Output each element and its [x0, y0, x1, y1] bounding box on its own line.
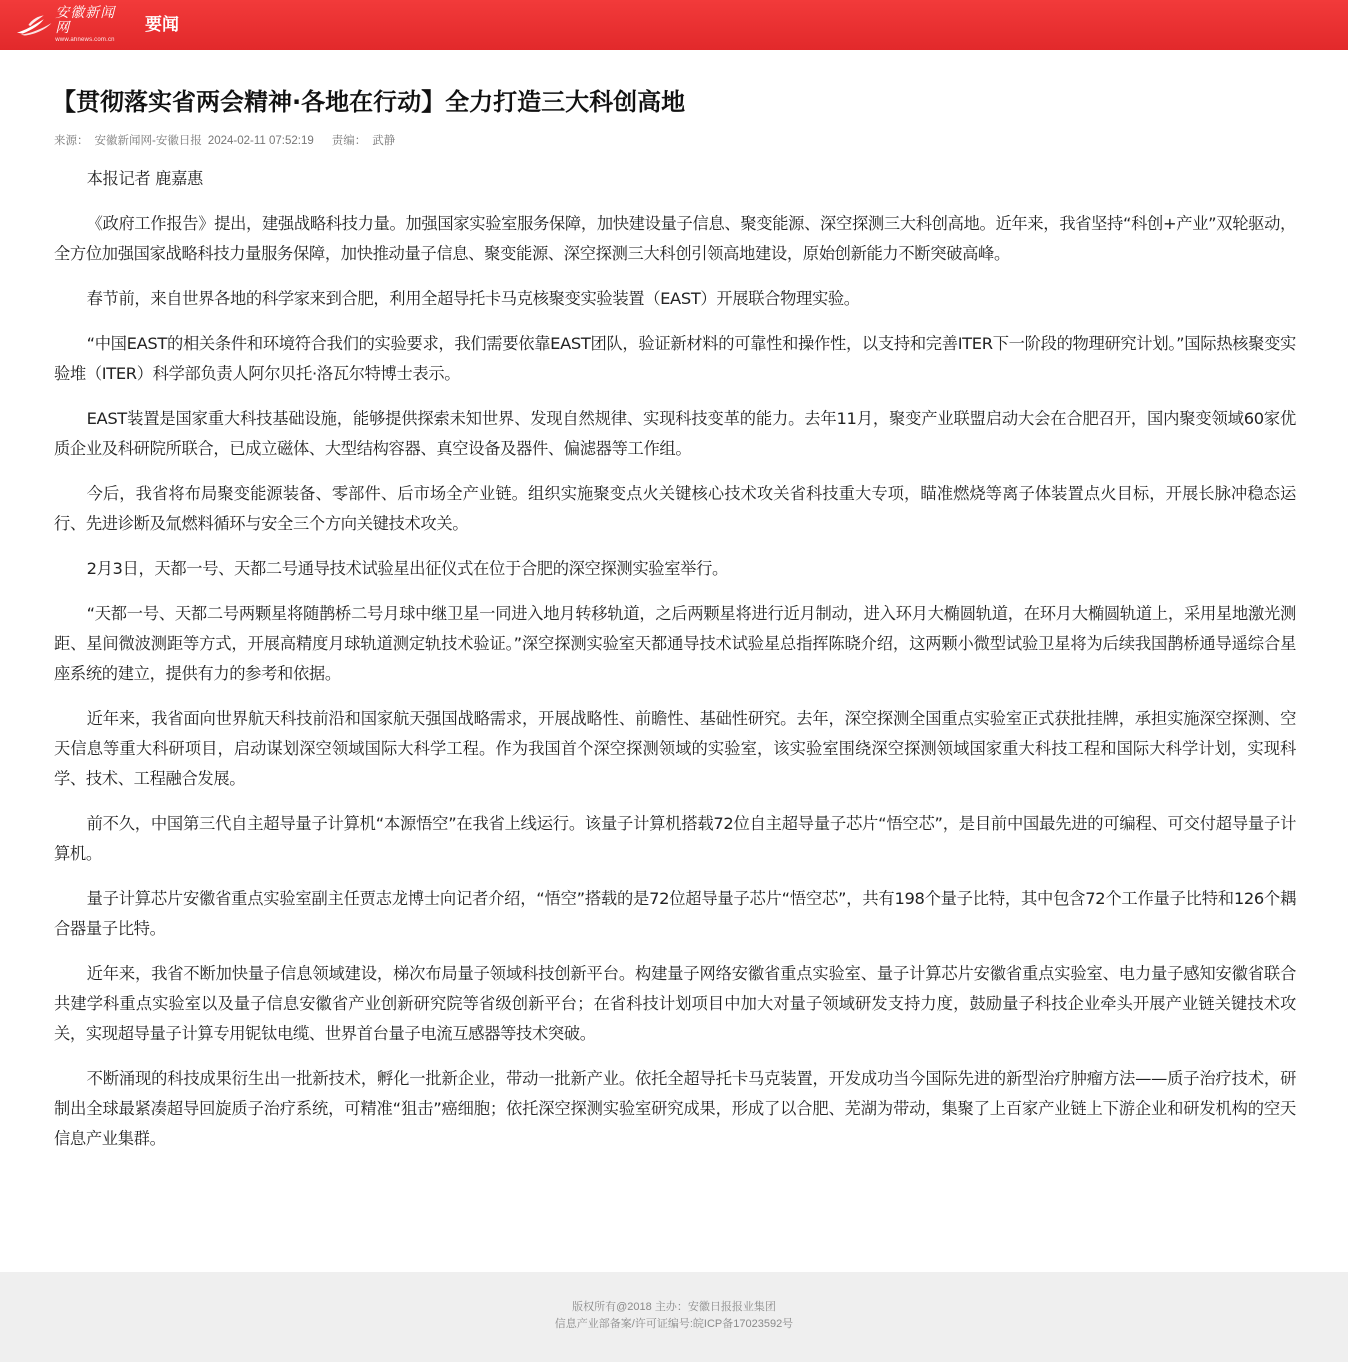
copyright-text: 版权所有@2018 主办：安徽日报报业集团 — [572, 1301, 776, 1313]
paragraph: 《政府工作报告》提出，建强战略科技力量。加强国家实验室服务保障，加快建设量子信息、聚变能源、深空探测三大科创高地。近年来，我省坚持“科创+产业”双轮驱动，全方位加强国家战略科技力量服务保障，加快推动量子信息、聚变能源、深空探测三大科创引领高地建设，原始创新能力不断突破高峰。 — [54, 214, 1296, 263]
paragraph: EAST装置是国家重大科技基础设施，能够提供探索未知世界、发现自然规律、实现科技变革的能力。去年11月，聚变产业联盟启动大会在合肥召开，国内聚变领域60家优质企业及科研院所联合，已成立磁体、大型结构容器、真空设备及器件、偏滤器等工作组。 — [54, 409, 1296, 458]
paragraph: 2月3日，天都一号、天都二号通导技术试验星出征仪式在位于合肥的深空探测实验室举行。 — [86, 559, 728, 578]
logo-name: 安徽新闻网 — [55, 5, 116, 36]
paragraph: 不断涌现的科技成果衍生出一批新技术，孵化一批新企业，带动一批新产业。依托全超导托卡马克装置，开发成功当今国际先进的新型治疗肿瘤方法——质子治疗技术，研制出全球最紧凑超导回旋质子治疗系统，可精准“狙击”癌细胞；依托深空探测实验室研究成果，形成了以合肥、芜湖为带动，集聚了上百家产业链上下游企业和研发机构的空天信息产业集群。 — [54, 1069, 1296, 1148]
publish-datetime: 2024-02-11 07:52:19 — [207, 135, 314, 147]
top-bar — [0, 0, 1348, 50]
article — [54, 84, 1296, 1169]
site-logo[interactable] — [15, 5, 127, 43]
article-title: 【贯彻落实省两会精神·各地在行动】全力打造三大科创高地 — [52, 88, 686, 116]
paragraph: 近年来，我省不断加快量子信息领域建设，梯次布局量子领域科技创新平台。构建量子网络安徽省重点实验室、量子计算芯片安徽省重点实验室、电力量子感知安徽省联合共建学科重点实验室以及量子信息安徽省产业创新研究院等省级创新平台；在省科技计划项目中加大对量子领域研发支持力度，鼓励量子科技企业牵头开展产业链关键技术攻关，实现超导量子计算专用铌钛电缆、世界首台量子电流互感器等技术突破。 — [54, 964, 1296, 1043]
logo-url: www.ahnews.com.cn — [55, 37, 115, 43]
article-body — [54, 164, 1296, 1154]
icp-license-text[interactable]: 信息产业部备案/许可证编号:皖ICP备17023592号 — [554, 1318, 794, 1330]
editor-label: 责编： — [331, 135, 367, 147]
source-label: 来源： — [54, 135, 89, 147]
footer — [0, 1272, 1348, 1362]
paragraph: 本报记者 鹿嘉惠 — [86, 169, 203, 188]
article-meta — [54, 133, 1296, 149]
logo-swoosh-icon — [15, 13, 53, 37]
paragraph: 前不久，中国第三代自主超导量子计算机“本源悟空”在我省上线运行。该量子计算机搭载72位自主超导量子芯片“悟空芯”，是目前中国最先进的可编程、可交付超导量子计算机。 — [54, 814, 1296, 863]
paragraph: “天都一号、天都二号两颗星将随鹊桥二号月球中继卫星一同进入地月转移轨道，之后两颗星将进行近月制动，进入环月大椭圆轨道，在环月大椭圆轨道上，采用星地激光测距、星间微波测距等方式，开展高精度月球轨道测定轨技术验证。”深空探测实验室天都通导技术试验星总指挥陈晓介绍，这两颗小微型试验卫星将为后续我国鹊桥通导遥综合星座系统的建立，提供有力的参考和依据。 — [54, 604, 1296, 683]
source: 安徽新闻网-安徽日报 — [94, 135, 202, 147]
editor: 武静 — [372, 135, 396, 147]
section-title[interactable]: 要闻 — [145, 15, 179, 35]
paragraph: “中国EAST的相关条件和环境符合我们的实验要求，我们需要依靠EAST团队，验证新材料的可靠性和操作性，以支持和完善ITER下一阶段的物理研究计划。”国际热核聚变实验堆（ITER）科学部负责人阿尔贝托·洛瓦尔特博士表示。 — [54, 334, 1296, 383]
paragraph: 今后，我省将布局聚变能源装备、零部件、后市场全产业链。组织实施聚变点火关键核心技术攻关省科技重大专项，瞄准燃烧等离子体装置点火目标，开展长脉冲稳态运行、先进诊断及氚燃料循环与安全三个方向关键技术攻关。 — [54, 484, 1296, 533]
paragraph: 量子计算芯片安徽省重点实验室副主任贾志龙博士向记者介绍，“悟空”搭载的是72位超导量子芯片“悟空芯”，共有198个量子比特，其中包含72个工作量子比特和126个耦合器量子比特。 — [54, 889, 1296, 938]
paragraph: 春节前，来自世界各地的科学家来到合肥，利用全超导托卡马克核聚变实验装置（EAST）开展联合物理实验。 — [86, 289, 860, 308]
paragraph: 近年来，我省面向世界航天科技前沿和国家航天强国战略需求，开展战略性、前瞻性、基础性研究。去年，深空探测全国重点实验室正式获批挂牌，承担实施深空探测、空天信息等重大科研项目，启动谋划深空领域国际大科学工程。作为我国首个深空探测领域的实验室，该实验室围绕深空探测领域国家重大科技工程和国际大科学计划，实现科学、技术、工程融合发展。 — [54, 709, 1296, 788]
